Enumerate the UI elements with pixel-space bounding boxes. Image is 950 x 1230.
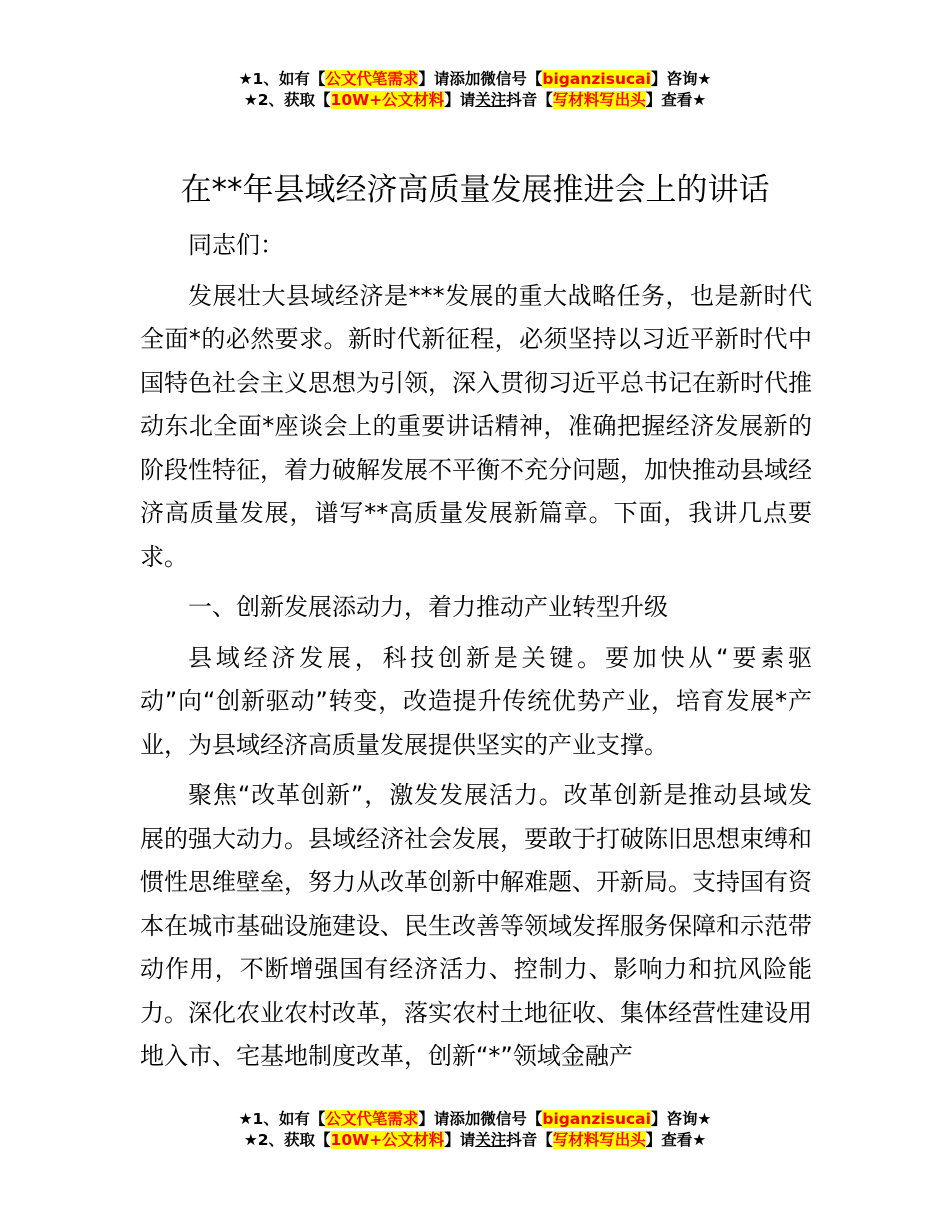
banner-text: 】请 (444, 1131, 476, 1149)
banner-text: 抖音【 (506, 91, 553, 109)
banner-line-2 (0, 1130, 950, 1151)
banner-text: 抖音【 (506, 1131, 553, 1149)
banner-text: 】咨询★ (650, 70, 712, 88)
banner-highlight: 公文代笔需求 (325, 70, 419, 88)
banner-text: 】请 (418, 70, 450, 88)
banner-text: 微信号【 (480, 70, 543, 88)
header-banner (0, 69, 950, 111)
section-heading: 一、创新发展添动力，着力推动产业转型升级 (188, 593, 668, 621)
banner-text: ★2、获取【 (243, 1131, 331, 1149)
greeting: 同志们： (188, 231, 284, 259)
banner-text: 微信号【 (480, 1110, 543, 1128)
banner-text: 】请 (418, 1110, 450, 1128)
banner-text: 】请 (444, 91, 476, 109)
document-body (140, 224, 812, 1079)
banner-emphasis: 添加 (449, 1110, 481, 1128)
paragraph: 聚焦“改革创新”，激发发展活力。改革创新是推动县域发展的强大动力。县域经济社会发展，要敢于打破陈旧思想束缚和惯性思维壁垒，努力从改革创新中解难题、开新局。支持国有资本在城市基础设施建设、民生改善等领域发挥服务保障和示范带动作用，不断增强国有经济活力、控制力、影响力和抗风险能力。深化农业农村改革，落实农村土地征收、集体经营性建设用地入市、宅基地制度改革，创新“*”领域金融产 (140, 781, 812, 1070)
banner-text: ★1、如有【 (238, 1110, 326, 1128)
banner-text: ★1、如有【 (238, 70, 326, 88)
banner-highlight: 10W+公文材料 (330, 91, 445, 109)
banner-text: 】查看★ (645, 91, 707, 109)
banner-highlight: biganzisucai (542, 70, 651, 88)
banner-line-2 (0, 90, 950, 111)
banner-highlight: 写材料写出头 (552, 1131, 646, 1149)
banner-emphasis: 关注 (475, 91, 507, 109)
banner-text: 】咨询★ (650, 1110, 712, 1128)
banner-emphasis: 添加 (449, 70, 481, 88)
banner-line-1 (0, 69, 950, 90)
banner-emphasis: 关注 (475, 1131, 507, 1149)
footer-banner (0, 1109, 950, 1151)
banner-highlight: 写材料写出头 (552, 91, 646, 109)
paragraph: 发展壮大县域经济是***发展的重大战略任务，也是新时代全面*的必然要求。新时代新征程，必须坚持以习近平新时代中国特色社会主义思想为引领，深入贯彻习近平总书记在新时代推动东北全面*座谈会上的重要讲话精神，准确把握经济发展新的阶段性特征，着力破解发展不平衡不充分问题，加快推动县域经济高质量发展，谱写**高质量发展新篇章。下面，我讲几点要求。 (140, 281, 812, 571)
document-title: 在**年县域经济高质量发展推进会上的讲话 (180, 172, 770, 208)
banner-text: ★2、获取【 (243, 91, 331, 109)
banner-highlight: biganzisucai (542, 1110, 651, 1128)
banner-highlight: 10W+公文材料 (330, 1131, 445, 1149)
banner-line-1 (0, 1109, 950, 1130)
banner-highlight: 公文代笔需求 (325, 1110, 419, 1128)
banner-text: 】查看★ (645, 1131, 707, 1149)
paragraph: 县域经济发展，科技创新是关键。要加快从“要素驱动”向“创新驱动”转变，改造提升传统优势产业，培育发展*产业，为县域经济高质量发展提供坚实的产业支撑。 (140, 643, 812, 759)
